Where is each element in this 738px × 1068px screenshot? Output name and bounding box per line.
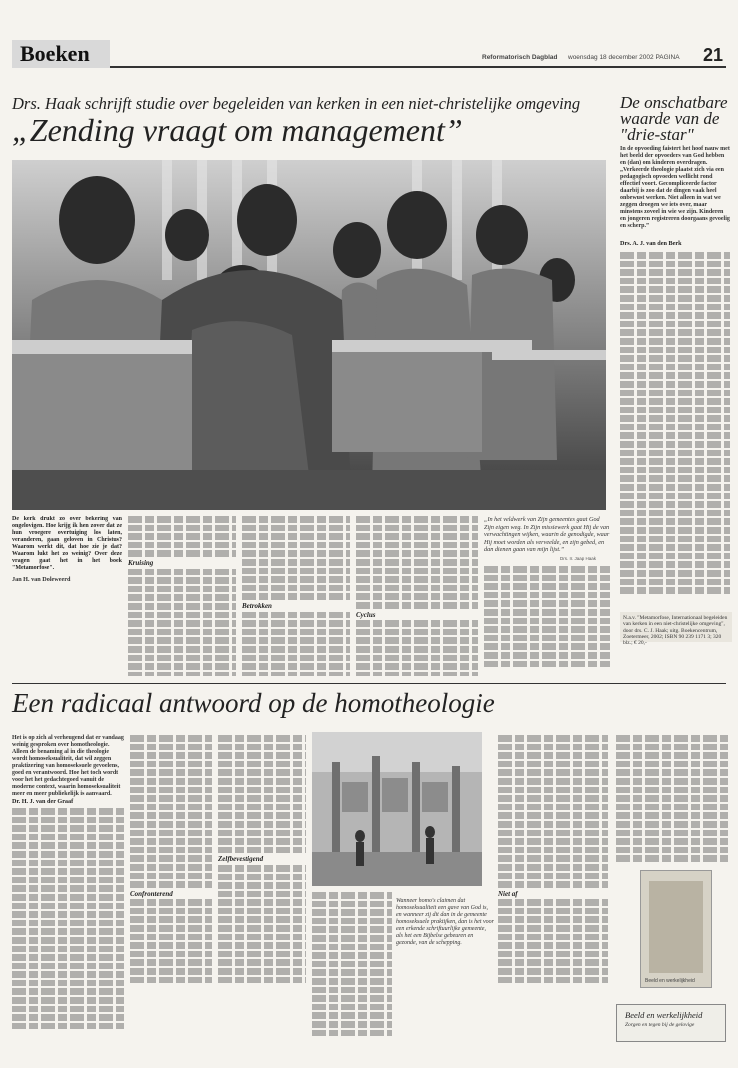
pull-quote-credit: Drs. Ir. Jaap Haak — [560, 556, 597, 561]
article1-column-2 — [128, 516, 236, 676]
book-promo-title: Beeld en werkelijkheid — [625, 1010, 703, 1020]
sidebar-byline: Drs. A. J. van den Berk — [620, 240, 682, 247]
subhead-zelfbevestigend: Zelfbevestigend — [218, 855, 264, 864]
book-cover-image — [640, 870, 712, 988]
article2-column-6 — [616, 735, 728, 865]
article2-column-2 — [130, 735, 212, 1053]
issue-date: woensdag 18 december 2002 PAGINA — [568, 54, 680, 61]
article2-byline: Dr. H. J. van der Graaf — [12, 798, 74, 805]
article2-column-3 — [218, 735, 306, 1053]
sidebar-intro: In de opvoeding faistert het hoof nauw met het beeld der opvoeders van God hebben en (dan) om kinderen overdragen. „Verkeerde theologie plaatst zich via een pedagogisch opvoeden wellicht rond effectief voort. Gecompliceerde factor daarbij is zoo dat de dingen vaak heel onbewust werken. Niet alleen in wat we zeggen droegen we iets over, maar minstens zoveel in wie we zijn. Kinderen en jongeren registreren doorgaans gevoelig en scherp.” — [620, 146, 730, 229]
subhead-kruising: Kruising — [128, 558, 154, 567]
article1-headline: „Zending vraagt om management” — [12, 112, 463, 148]
article1-column-3 — [242, 516, 350, 676]
article1-column-5 — [484, 566, 610, 676]
book-cover-label: Beeld en werkelijkheid — [645, 978, 695, 984]
article1-column-1 — [12, 516, 122, 676]
building-photo — [312, 732, 482, 886]
article1-intro: De kerk drukt zo over bekering van ongelovigen. Hoe krijg ik hen zover dat ze hun vroegere overtuiging los laten, veranderen, gaan geloven in Christus? Waarom werkt dit, dat hoe zie je dat? Waarom lukt het zo weinig? Over deze vragen gaat het in het boek "Metamorfose". — [12, 516, 122, 571]
subhead-confronterend: Confronterend — [130, 889, 173, 898]
pull-quote: „In het veldwerk van Zijn gemeentes gaat God Zijn eigen weg. In Zijn missiewerk gaat Hij de van verwachtingen wijken, waarin de genodigde, waar Hij moet worden als verveelde, en zijn gebed, en dan dienen gaan van mijn lijst.” — [484, 516, 610, 553]
classroom-photo — [12, 160, 606, 510]
page-header — [12, 38, 726, 68]
subhead-niet-af: Niet af — [498, 889, 518, 898]
sidebar-book-note — [620, 612, 732, 647]
article2-column-5 — [498, 735, 608, 1053]
paper-name: Reformatorisch Dagblad — [482, 54, 558, 61]
book-promo-box — [616, 1004, 726, 1042]
book-promo-subtitle: Zorgen en tegen bij de gelovige — [625, 1022, 695, 1028]
sidebar-title: De onschatbare waarde van de "drie-star" — [620, 93, 728, 144]
subhead-cyclus: Cyclus — [356, 610, 376, 619]
article-divider — [12, 683, 726, 684]
article1-byline: Jan H. van Doleweerd — [12, 576, 71, 583]
article2-intro: Het is op zich al verheugend dat er vandaag weinig gesproken over homotheologie. Alleen de benaming al in die theologie wordt homoseksualiteit, dat wil zeggen praktizering van homoseksuele gevoelens, goed en verantwoord. Hoe het toch wordt voor het het gedachtegoed vanuit de moderne context, waarin homoseksualiteit meer en meer publiekelijk is aanvaard. — [12, 735, 124, 797]
article1-kicker: Drs. Haak schrijft studie over begeleiden van kerken in een niet-christelijke omgeving — [12, 94, 581, 113]
photo-caption: Wanneer homo's claimen dat homoseksualiteit een gave van God is, en wanneer zij dit dan in de gemeente homoseksuele praktijken, dan is het voor een erkende schriftuurlijke gemeente, als het een Bijbelse gebeuren en gezonde, van de schepping. — [396, 898, 494, 946]
article1-column-4 — [356, 516, 478, 676]
sidebar-book-note-text: N.a.v. "Metamorfose, Internationaal begeleiden van kerken in een niet-christelijke omgeving", door drs. C. J. Haak; uitg. Boekencentrum, Zoetermeer, 2002; ISBN 90 239 1171 3; 320 blz.; € 20,- — [623, 615, 728, 647]
sidebar-column — [620, 252, 730, 608]
section-title: Boeken — [12, 40, 110, 68]
article2-column-4 — [312, 892, 392, 1052]
article2-column-1 — [12, 808, 124, 1054]
page-number: 21 — [702, 45, 724, 65]
subhead-betrokken: Betrokken — [242, 601, 272, 610]
article2-headline: Een radicaal antwoord op de homotheologie — [12, 688, 495, 718]
